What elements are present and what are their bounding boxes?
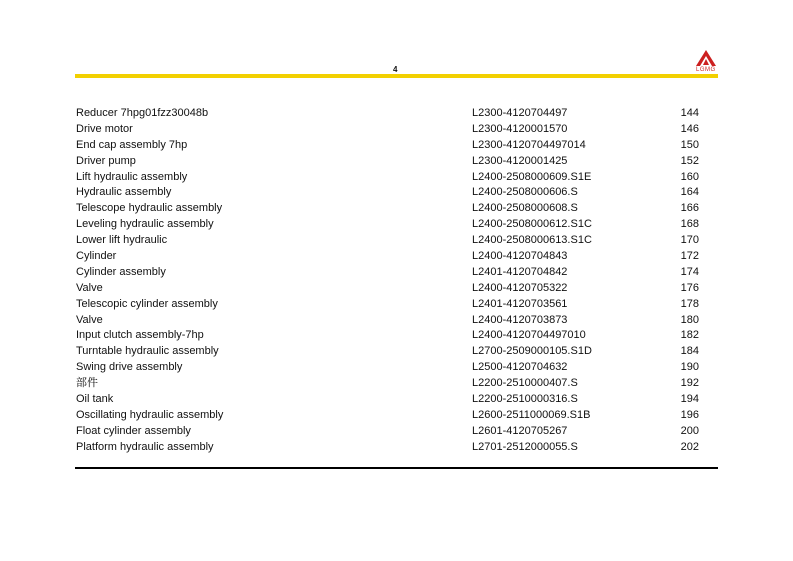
toc-page-number: 168	[680, 218, 699, 231]
toc-title: Lift hydraulic assembly	[76, 170, 188, 183]
toc-title: 部件	[76, 377, 98, 390]
toc-page-number: 190	[680, 361, 699, 374]
logo-icon	[694, 49, 718, 68]
toc-title: Driver pump	[76, 154, 136, 167]
toc-part-code: L2700-2509000105.S1D	[472, 345, 592, 358]
toc-part-code: L2400-2508000609.S1E	[472, 170, 592, 183]
toc-title: Oscillating hydraulic assembly	[76, 408, 224, 421]
toc-page-number: 174	[680, 265, 699, 278]
toc-page-number: 178	[680, 297, 699, 310]
toc-part-code: L2400-2508000608.S	[472, 202, 578, 215]
toc-part-code: L2401-4120704842	[472, 265, 568, 278]
toc-row	[76, 344, 700, 360]
toc-row	[76, 297, 700, 313]
toc-row	[76, 122, 700, 138]
toc-row	[76, 408, 700, 424]
toc-page-number: 180	[680, 313, 699, 326]
toc-title: Turntable hydraulic assembly	[76, 345, 219, 358]
toc-page-number: 152	[680, 154, 699, 167]
header-divider	[75, 74, 718, 78]
toc-page-number: 200	[680, 424, 699, 437]
toc-part-code: L2200-2510000407.S	[472, 377, 578, 390]
toc-part-code: L2400-4120704497010	[472, 329, 586, 342]
toc-part-code: L2600-2511000069.S1B	[472, 408, 591, 421]
toc-row	[76, 106, 700, 122]
toc-page-number: 196	[680, 408, 699, 421]
footer-divider	[75, 467, 718, 469]
toc-part-code: L2300-4120704497	[472, 107, 568, 119]
toc-page-number: 164	[680, 186, 699, 199]
toc-part-code: L2400-2508000612.S1C	[472, 218, 592, 231]
toc-page-number: 202	[680, 440, 699, 453]
toc-part-code: L2400-4120705322	[472, 281, 568, 294]
toc-row	[76, 313, 700, 329]
toc-row	[76, 424, 700, 440]
toc-row	[76, 217, 700, 233]
toc-part-code: L2300-4120001570	[472, 122, 568, 135]
toc-title: Cylinder	[76, 250, 117, 263]
toc-row	[76, 201, 700, 217]
toc-title: Reducer 7hpg01fzz30048b	[76, 107, 209, 119]
toc-page-number: 166	[680, 202, 699, 215]
lgmg-logo	[694, 49, 718, 75]
toc-title: Oil tank	[76, 393, 114, 406]
toc-part-code: L2400-4120704843	[472, 250, 568, 263]
table-of-contents	[76, 106, 700, 456]
toc-row	[76, 170, 700, 186]
toc-row	[76, 392, 700, 408]
toc-row	[76, 328, 700, 344]
toc-row	[76, 138, 700, 154]
toc-part-code: L2400-4120703873	[472, 313, 568, 326]
toc-row	[76, 376, 700, 392]
toc-page-number: 176	[680, 281, 699, 294]
toc-title: Leveling hydraulic assembly	[76, 218, 214, 231]
toc-part-code: L2401-4120703561	[472, 297, 568, 310]
toc-page-number: 144	[680, 107, 699, 119]
toc-title: Valve	[76, 313, 103, 326]
toc-part-code: L2500-4120704632	[472, 361, 568, 374]
toc-title: Swing drive assembly	[76, 361, 183, 374]
toc-page-number: 170	[680, 234, 699, 247]
toc-title: Input clutch assembly-7hp	[76, 329, 204, 342]
toc-page-number: 172	[680, 250, 699, 263]
toc-title: Drive motor	[76, 122, 133, 135]
toc-page-number: 182	[680, 329, 699, 342]
toc-title: Lower lift hydraulic	[76, 234, 168, 247]
toc-title: Hydraulic assembly	[76, 186, 172, 199]
toc-title: Valve	[76, 281, 103, 294]
toc-title: End cap assembly 7hp	[76, 138, 188, 151]
toc-title: Cylinder assembly	[76, 265, 166, 278]
toc-page-number: 160	[680, 170, 699, 183]
toc-page-number: 150	[680, 138, 699, 151]
toc-part-code: L2701-2512000055.S	[472, 440, 578, 453]
toc-title: Telescopic cylinder assembly	[76, 297, 218, 310]
toc-row	[76, 154, 700, 170]
toc-row	[76, 249, 700, 265]
toc-row	[76, 185, 700, 201]
toc-part-code: L2300-4120001425	[472, 154, 568, 167]
toc-part-code: L2601-4120705267	[472, 424, 568, 437]
toc-part-code: L2400-2508000606.S	[472, 186, 578, 199]
toc-page-number: 184	[680, 345, 699, 358]
toc-page-number: 146	[680, 122, 699, 135]
toc-title: Platform hydraulic assembly	[76, 440, 214, 453]
toc-part-code: L2200-2510000316.S	[472, 393, 578, 406]
toc-row	[76, 440, 700, 456]
toc-title: Float cylinder assembly	[76, 424, 191, 437]
toc-title: Telescope hydraulic assembly	[76, 202, 223, 215]
logo-text: LGMG	[696, 67, 716, 73]
page-number: 4	[393, 65, 398, 74]
toc-page-number: 192	[680, 377, 699, 390]
toc-part-code: L2400-2508000613.S1C	[472, 234, 592, 247]
toc-row	[76, 360, 700, 376]
toc-part-code: L2300-4120704497014	[472, 138, 586, 151]
toc-row	[76, 265, 700, 281]
toc-row	[76, 233, 700, 249]
toc-row	[76, 281, 700, 297]
toc-page-number: 194	[680, 393, 699, 406]
